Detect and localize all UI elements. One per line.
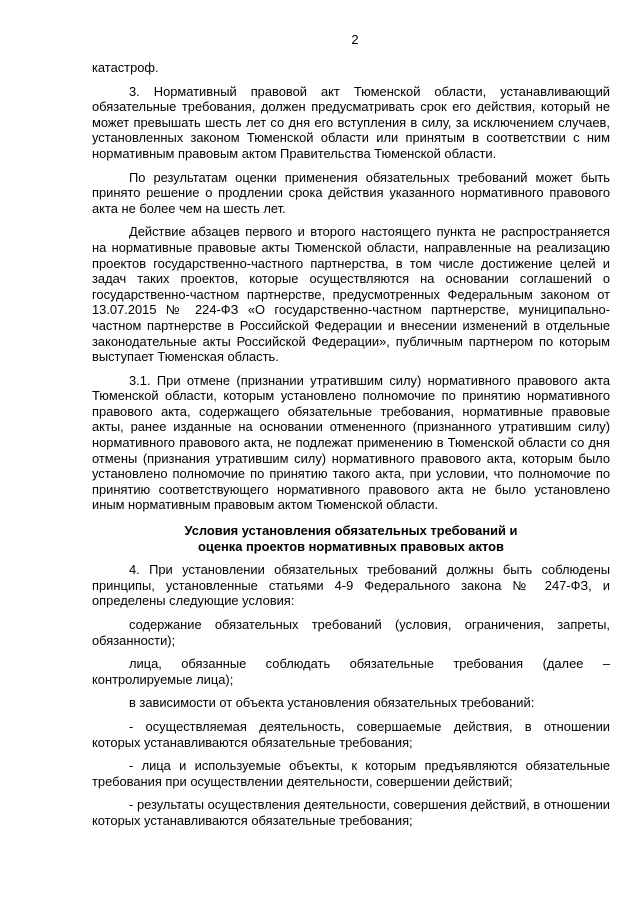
paragraph-item-4: 4. При установлении обязательных требований должны быть соблюдены принципы, установленные статьями 4-9 Федерального закона № 247-ФЗ, и определены следующие условия: (92, 562, 610, 609)
document-body (92, 60, 610, 829)
list-subitem-objects: - лица и используемые объекты, к которым предъявляются обязательные требования при осуществлении деятельности, совершении действий; (92, 758, 610, 789)
paragraph-exception: Действие абзацев первого и второго настоящего пункта не распространяется на нормативные правовые акты Тюменской области, направленные на реализацию проектов государственно-частного партнерства, в том числе достижение целей и задач таких проектов, которые осуществляются на основании соглашений о государственно-частном партнерстве, предусмотренных Федеральным законом от 13.07.2015 № 224-ФЗ «О государственно-частном партнерстве, муниципально-частном партнерстве в Российской Федерации и внесении изменений в отдельные законодательные акты Российской Федерации», публичным партнером по которым выступает Тюменская область. (92, 224, 610, 365)
section-heading-line-1: Условия установления обязательных требований и (184, 523, 518, 539)
list-item-object: в зависимости от объекта установления обязательных требований: (129, 695, 535, 711)
list-subitem-activity: - осуществляемая деятельность, совершаемые действия, в отношении которых устанавливаются обязательные требования; (92, 718, 610, 750)
list-subitem-results: - результаты осуществления деятельности, совершения действий, в отношении которых устанавливаются обязательные требования; (92, 797, 610, 828)
paragraph-item-3-1: 3.1. При отмене (признании утратившим силу) нормативного правового акта Тюменской области, которым установлено полномочие по принятию нормативного правового акта, содержащего обязательные требования, нормативные правовые акты, ранее изданные на основании отмененного (признанного утратившим силу) нормативного правового акта, не подлежат применению в Тюменской области со дня отмены (признания утратившим силу) нормативного правового акта, которым было установлено полномочие по принятию такого акта, при условии, что полномочие по принятию соответствующего нормативного правового акта не было установлено иным нормативным правовым актом Тюменской области. (92, 372, 610, 513)
section-heading-line-2: оценка проектов нормативных правовых актов (198, 538, 504, 554)
paragraph-continuation: катастроф. (92, 60, 159, 75)
paragraph-extension: По результатам оценки применения обязательных требований может быть принято решение о продлении срока действия указанного нормативного правового акта не более чем на шесть лет. (92, 169, 610, 216)
section-heading (92, 523, 610, 554)
list-item-persons: лица, обязанные соблюдать обязательные требования (далее – контролируемые лица); (92, 656, 610, 687)
page-number: 2 (351, 32, 359, 47)
list-item-content: содержание обязательных требований (условия, ограничения, запреты, обязанности); (92, 617, 610, 648)
paragraph-item-3: 3. Нормативный правовой акт Тюменской области, устанавливающий обязательные требования, должен предусматривать срок его действия, который не может превышать шесть лет со дня его вступления в силу, за исключением случаев, установленных законом Тюменской области или принятым в соответствии с ним нормативным правовым актом Правительства Тюменской области. (92, 83, 610, 161)
